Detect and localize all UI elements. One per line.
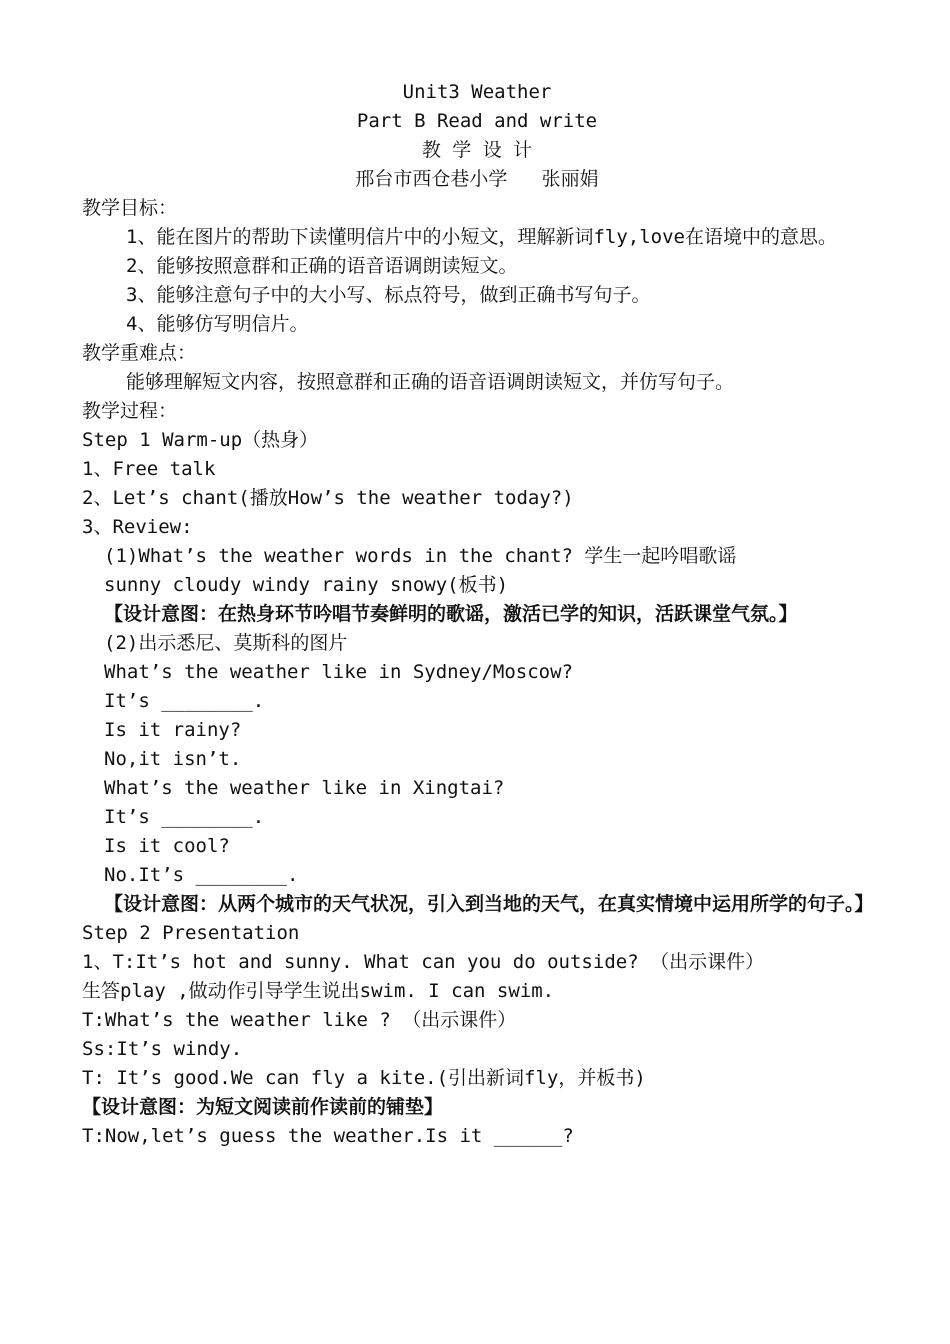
design-intent-note-2 [82, 890, 872, 919]
process-heading: 教学过程： [82, 400, 178, 422]
doc-author: 邢台市西仓巷小学 张丽娟 [355, 168, 599, 190]
dialogue-line-2: It’s ________. [104, 690, 265, 712]
presentation-line-6: T:Now,let’s guess the weather.Is it ______? [82, 1125, 574, 1147]
review-question-2: (2)出示悉尼、莫斯科的图片 [104, 632, 348, 654]
goal-item-2: 2、能够按照意群和正确的语音语调朗读短文。 [126, 255, 518, 277]
weather-words: sunny cloudy windy rainy snowy(板书) [104, 574, 509, 596]
design-intent-note-2-text: 【设计意图：从两个城市的天气状况，引入到当地的天气，在真实情境中运用所学的句子。】 [104, 893, 874, 915]
step1-item-2: 2、Let’s chant(播放How’s the weather today?) [82, 487, 574, 509]
review-question-1: (1)What’s the weather words in the chant? 学生一起吟唱歌谣 [104, 545, 737, 567]
dialogue-line-3: Is it rainy? [104, 719, 242, 741]
step2-heading: Step 2 Presentation [82, 922, 300, 944]
doc-subtitle: Part B Read and write [356, 110, 598, 132]
keypoints-text: 能够理解短文内容，按照意群和正确的语音语调朗读短文，并仿写句子。 [126, 371, 735, 393]
presentation-line-5: T: It’s good.We can fly a kite.(引出新词fly，并板书) [82, 1067, 646, 1089]
step1-item-1: 1、Free talk [82, 458, 216, 480]
dialogue-line-7: Is it cool? [104, 835, 230, 857]
design-intent-note-3: 【设计意图：为短文阅读前作读前的铺垫】 [82, 1096, 444, 1118]
keypoints-heading: 教学重难点： [82, 342, 197, 364]
step1-heading: Step 1 Warm-up（热身） [82, 429, 319, 451]
lesson-plan-page [82, 78, 872, 1151]
dialogue-line-8: No.It’s ________. [104, 864, 299, 886]
dialogue-line-6: It’s ________. [104, 806, 265, 828]
goal-item-1 [82, 223, 872, 252]
presentation-line-1: 1、T:It’s hot and sunny. What can you do outside? （出示课件） [82, 951, 765, 973]
goal-item-3: 3、能够注意句子中的大小写、标点符号，做到正确书写句子。 [126, 284, 651, 306]
dialogue-line-5: What’s the weather like in Xingtai? [104, 777, 505, 799]
dialogue-line-1: What’s the weather like in Sydney/Moscow? [104, 661, 573, 683]
goal-item-4: 4、能够仿写明信片。 [126, 313, 309, 335]
step1-item-3: 3、Review: [82, 516, 193, 538]
design-intent-note-1 [82, 600, 872, 629]
presentation-line-4: Ss:It’s windy. [82, 1038, 243, 1060]
design-intent-note-1-text: 【设计意图：在热身环节吟唱节奏鲜明的歌谣，激活已学的知识，活跃课堂气氛。】 [104, 603, 798, 625]
dialogue-line-4: No,it isn’t. [104, 748, 242, 770]
doc-type: 教 学 设 计 [421, 139, 533, 161]
goals-heading: 教学目标： [82, 197, 178, 219]
presentation-line-2: 生答play ,做动作引导学生说出swim. I can swim. [82, 980, 555, 1002]
presentation-line-3: T:What’s the weather like ? （出示课件） [82, 1009, 517, 1031]
doc-title: Unit3 Weather [402, 81, 552, 103]
goal-item-1-text: 1、能在图片的帮助下读懂明信片中的小短文，理解新词fly,love在语境中的意思。 [126, 226, 837, 248]
